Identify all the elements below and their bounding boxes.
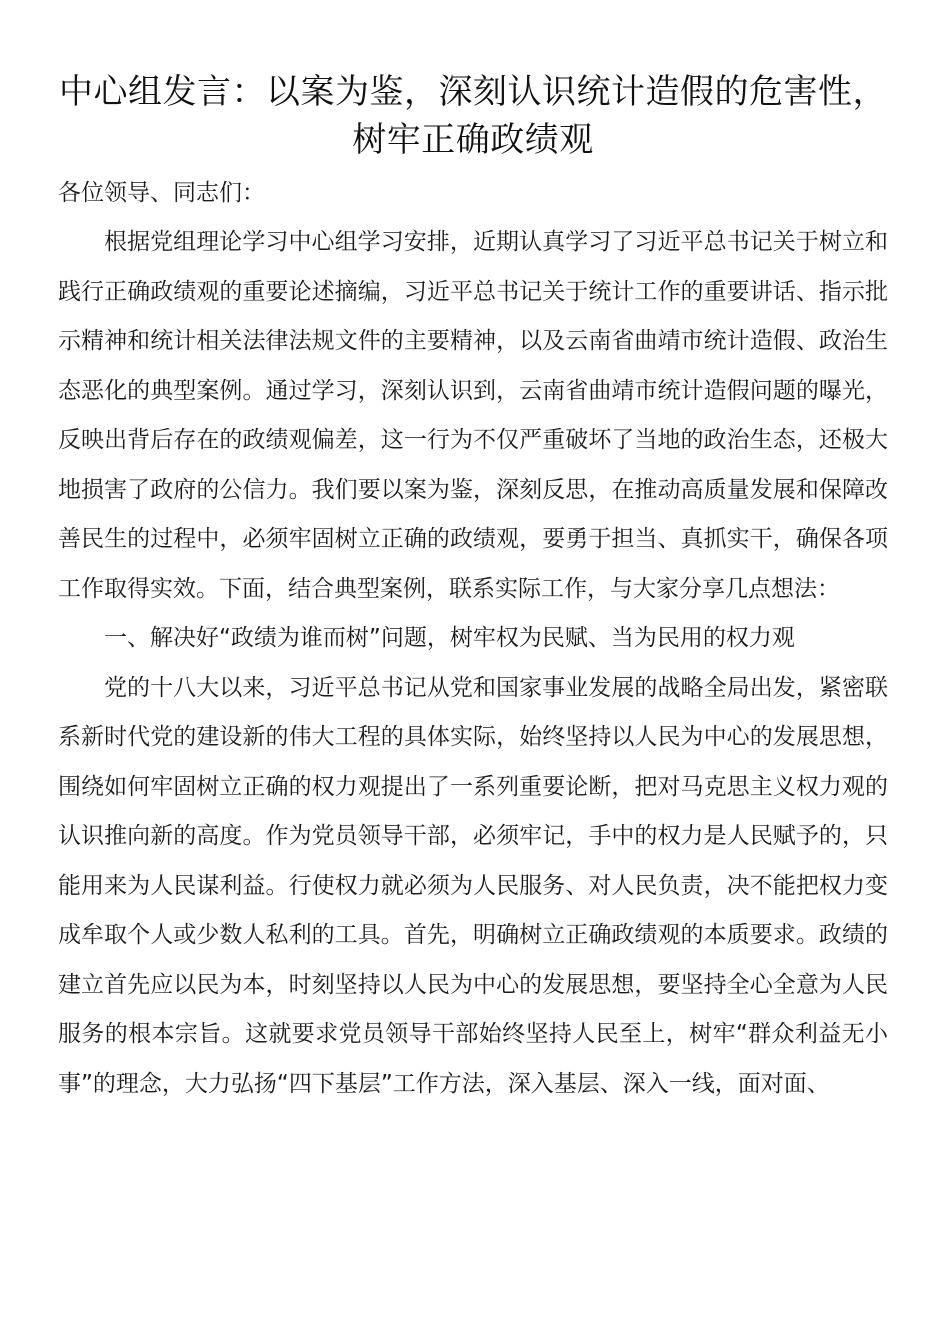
document-page [58,68,888,1109]
section-heading: 一、解决好“政绩为谁而树”问题，树牢权为民赋、当为民用的权力观 [104,625,795,651]
document-title: 中心组发言：以案为鉴，深刻认识统计造假的危害性，树牢正确政绩观 [59,72,887,160]
body-paragraph: 党的十八大以来，习近平总书记从党和国家事业发展的战略全局出发，紧密联系新时代党的建设新的伟大工程的具体实际，始终坚持以人民为中心的发展思想，围绕如何牢固树立正确的权力观提出了一系列重要论断，把对马克思主义权力观的认识推向新的高度。作为党员领导干部，必须牢记，手中的权力是人民赋予的，只能用来为人民谋利益。行使权力就必须为人民服务、对人民负责，决不能把权力变成牟取个人或少数人私利的工具。首先，明确树立正确政绩观的本质要求。政绩的建立首先应以民为本，时刻坚持以人民为中心的发展思想，要坚持全心全意为人民服务的根本宗旨。这就要求党员领导干部始终坚持人民至上，树牢“群众利益无小事”的理念，大力弘扬“四下基层”工作方法，深入基层、深入一线，面对面、 [58,674,888,1097]
salutation: 各位领导、同志们： [58,180,265,206]
body-paragraph: 根据党组理论学习中心组学习安排，近期认真学习了习近平总书记关于树立和践行正确政绩观的重要论述摘编，习近平总书记关于统计工作的重要讲话、指示批示精神和统计相关法律法规文件的主要精神，以及云南省曲靖市统计造假、政治生态恶化的典型案例。通过学习，深刻认识到，云南省曲靖市统计造假问题的曝光，反映出背后存在的政绩观偏差，这一行为不仅严重破坏了当地的政治生态，还极大地损害了政府的公信力。我们要以案为鉴，深刻反思，在推动高质量发展和保障改善民生的过程中，必须牢固树立正确的政绩观，要勇于担当、真抓实干，确保各项工作取得实效。下面，结合典型案例，联系实际工作，与大家分享几点想法： [58,229,888,602]
